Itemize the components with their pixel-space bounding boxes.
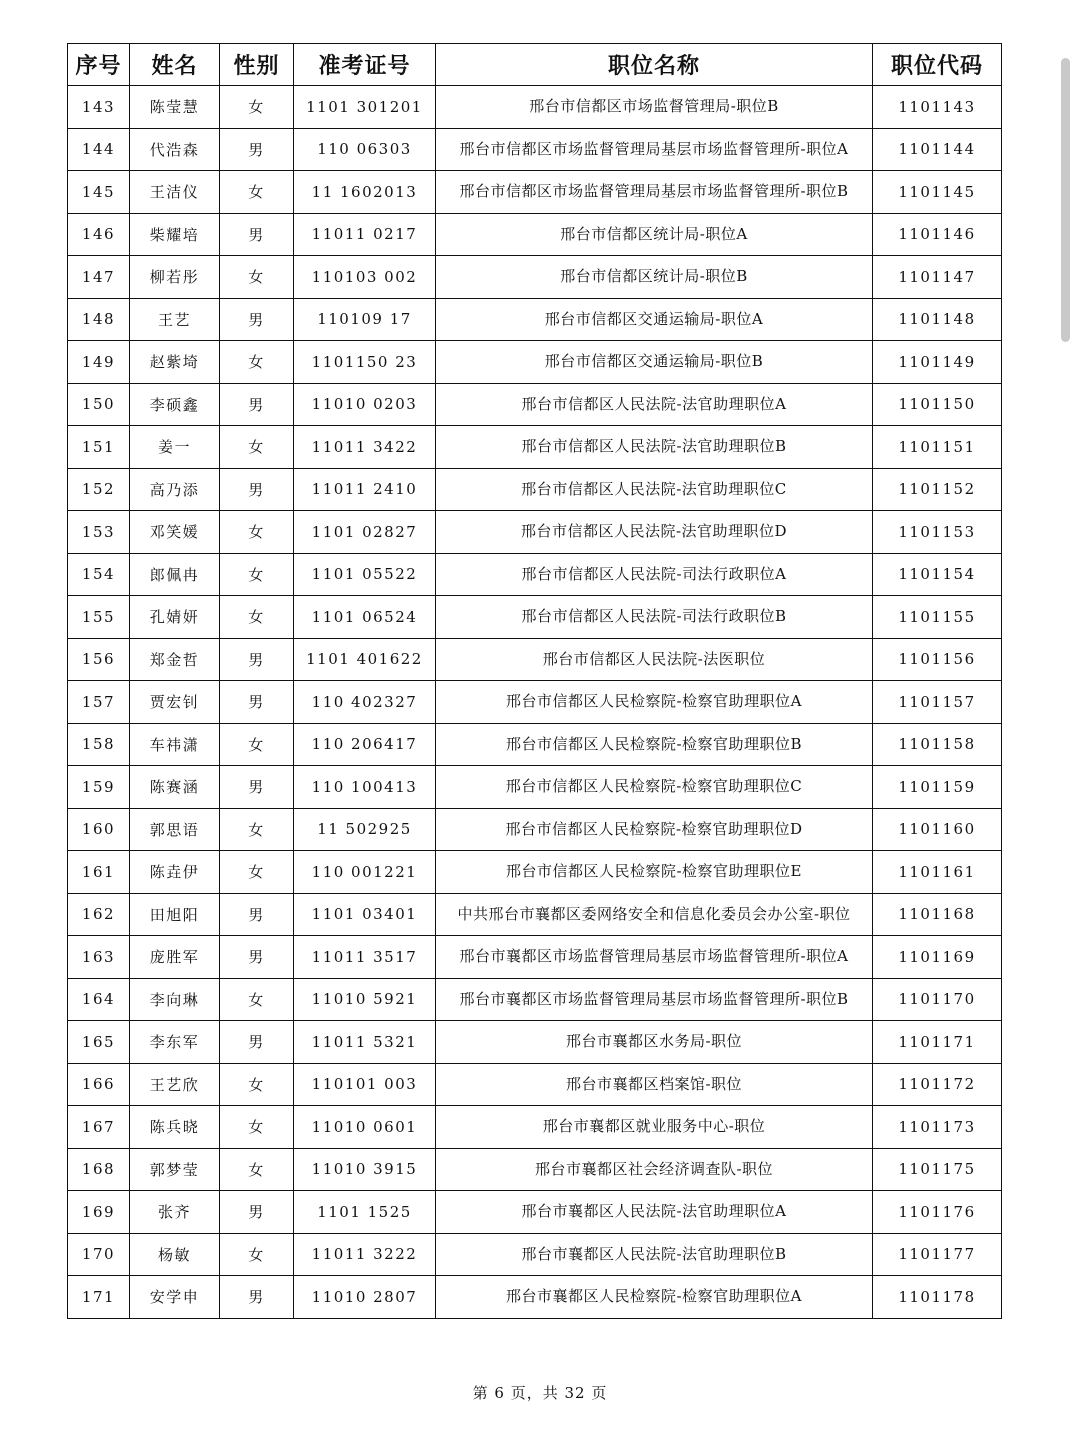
- table-row: [68, 86, 1002, 129]
- cell-ticket-number: 1101 1525: [294, 1191, 436, 1234]
- header-ticket-number: 准考证号: [294, 44, 436, 86]
- cell-gender: 女: [220, 978, 294, 1021]
- cell-index: 171: [68, 1276, 130, 1319]
- table-row: [68, 851, 1002, 894]
- cell-name: 代浩森: [130, 128, 220, 171]
- cell-position-name: 邢台市襄都区水务局-职位: [436, 1021, 873, 1064]
- cell-ticket-number: 11011 0217: [294, 213, 436, 256]
- cell-name: 姜一: [130, 426, 220, 469]
- cell-position-code: 1101175: [873, 1148, 1002, 1191]
- cell-ticket-number: 1101 03401: [294, 893, 436, 936]
- cell-name: 李硕鑫: [130, 383, 220, 426]
- cell-position-code: 1101150: [873, 383, 1002, 426]
- cell-ticket-number: 110101 003: [294, 1063, 436, 1106]
- cell-position-code: 1101154: [873, 553, 1002, 596]
- cell-position-code: 1101145: [873, 171, 1002, 214]
- cell-gender: 女: [220, 426, 294, 469]
- cell-ticket-number: 110103 002: [294, 256, 436, 299]
- cell-gender: 女: [220, 511, 294, 554]
- cell-index: 166: [68, 1063, 130, 1106]
- cell-index: 144: [68, 128, 130, 171]
- cell-name: 田旭阳: [130, 893, 220, 936]
- table-row: [68, 1276, 1002, 1319]
- cell-name: 郭思语: [130, 808, 220, 851]
- cell-gender: 女: [220, 553, 294, 596]
- cell-gender: 女: [220, 596, 294, 639]
- cell-gender: 女: [220, 86, 294, 129]
- cell-gender: 男: [220, 383, 294, 426]
- cell-position-code: 1101153: [873, 511, 1002, 554]
- cell-ticket-number: 11011 3422: [294, 426, 436, 469]
- cell-position-name: 邢台市信都区人民法院-法官助理职位D: [436, 511, 873, 554]
- cell-position-name: 邢台市襄都区社会经济调查队-职位: [436, 1148, 873, 1191]
- cell-gender: 女: [220, 1063, 294, 1106]
- cell-ticket-number: 11010 0601: [294, 1106, 436, 1149]
- cell-position-name: 邢台市襄都区人民法院-法官助理职位A: [436, 1191, 873, 1234]
- cell-gender: 男: [220, 936, 294, 979]
- cell-ticket-number: 11 1602013: [294, 171, 436, 214]
- cell-ticket-number: 110109 17: [294, 298, 436, 341]
- cell-ticket-number: 11011 2410: [294, 468, 436, 511]
- cell-position-code: 1101176: [873, 1191, 1002, 1234]
- cell-name: 郎佩冉: [130, 553, 220, 596]
- table-row: [68, 171, 1002, 214]
- cell-position-code: 1101148: [873, 298, 1002, 341]
- table-row: [68, 808, 1002, 851]
- cell-ticket-number: 110 001221: [294, 851, 436, 894]
- cell-gender: 男: [220, 298, 294, 341]
- cell-position-name: 邢台市信都区人民检察院-检察官助理职位E: [436, 851, 873, 894]
- cell-name: 车祎潇: [130, 723, 220, 766]
- cell-position-code: 1101171: [873, 1021, 1002, 1064]
- cell-position-name: 邢台市襄都区档案馆-职位: [436, 1063, 873, 1106]
- table-row: [68, 468, 1002, 511]
- cell-index: 150: [68, 383, 130, 426]
- cell-name: 陈莹慧: [130, 86, 220, 129]
- cell-gender: 男: [220, 128, 294, 171]
- cell-ticket-number: 1101 02827: [294, 511, 436, 554]
- cell-index: 158: [68, 723, 130, 766]
- header-index: 序号: [68, 44, 130, 86]
- cell-gender: 男: [220, 893, 294, 936]
- header-gender: 性别: [220, 44, 294, 86]
- table-row: [68, 1148, 1002, 1191]
- cell-index: 157: [68, 681, 130, 724]
- cell-position-name: 邢台市信都区人民检察院-检察官助理职位B: [436, 723, 873, 766]
- cell-index: 147: [68, 256, 130, 299]
- cell-ticket-number: 1101 06524: [294, 596, 436, 639]
- cell-name: 王洁仪: [130, 171, 220, 214]
- cell-gender: 男: [220, 1021, 294, 1064]
- cell-ticket-number: 11 502925: [294, 808, 436, 851]
- cell-gender: 女: [220, 1233, 294, 1276]
- cell-gender: 男: [220, 213, 294, 256]
- cell-index: 169: [68, 1191, 130, 1234]
- cell-position-name: 邢台市信都区交通运输局-职位B: [436, 341, 873, 384]
- cell-index: 151: [68, 426, 130, 469]
- cell-position-name: 邢台市信都区人民法院-法官助理职位C: [436, 468, 873, 511]
- cell-position-code: 1101161: [873, 851, 1002, 894]
- table-row: [68, 978, 1002, 1021]
- table-row: [68, 298, 1002, 341]
- cell-index: 161: [68, 851, 130, 894]
- cell-position-code: 1101152: [873, 468, 1002, 511]
- cell-gender: 男: [220, 766, 294, 809]
- cell-gender: 男: [220, 1276, 294, 1319]
- table-row: [68, 766, 1002, 809]
- cell-position-name: 邢台市信都区人民法院-法官助理职位A: [436, 383, 873, 426]
- cell-name: 庞胜军: [130, 936, 220, 979]
- cell-name: 李东军: [130, 1021, 220, 1064]
- roster-table: [67, 43, 1002, 1319]
- cell-name: 贾宏钊: [130, 681, 220, 724]
- cell-index: 159: [68, 766, 130, 809]
- cell-position-code: 1101177: [873, 1233, 1002, 1276]
- cell-gender: 女: [220, 851, 294, 894]
- cell-gender: 女: [220, 256, 294, 299]
- cell-ticket-number: 11011 3517: [294, 936, 436, 979]
- cell-name: 柴耀培: [130, 213, 220, 256]
- table-row: [68, 256, 1002, 299]
- table-body: [68, 86, 1002, 1319]
- table-row: [68, 213, 1002, 256]
- cell-position-name: 中共邢台市襄都区委网络安全和信息化委员会办公室-职位: [436, 893, 873, 936]
- cell-ticket-number: 11011 5321: [294, 1021, 436, 1064]
- cell-gender: 女: [220, 1106, 294, 1149]
- table-row: [68, 383, 1002, 426]
- cell-position-name: 邢台市信都区市场监督管理局基层市场监督管理所-职位B: [436, 171, 873, 214]
- roster-sheet: [67, 43, 1001, 1319]
- table-row: [68, 1021, 1002, 1064]
- cell-position-name: 邢台市襄都区人民检察院-检察官助理职位A: [436, 1276, 873, 1319]
- cell-name: 王艺: [130, 298, 220, 341]
- table-row: [68, 511, 1002, 554]
- cell-position-code: 1101144: [873, 128, 1002, 171]
- cell-index: 156: [68, 638, 130, 681]
- cell-position-code: 1101147: [873, 256, 1002, 299]
- cell-name: 赵紫埼: [130, 341, 220, 384]
- cell-position-code: 1101143: [873, 86, 1002, 129]
- cell-name: 陈垚伊: [130, 851, 220, 894]
- cell-gender: 女: [220, 808, 294, 851]
- cell-name: 郭梦莹: [130, 1148, 220, 1191]
- cell-position-code: 1101155: [873, 596, 1002, 639]
- cell-index: 154: [68, 553, 130, 596]
- header-position-name: 职位名称: [436, 44, 873, 86]
- cell-index: 146: [68, 213, 130, 256]
- cell-name: 王艺欣: [130, 1063, 220, 1106]
- cell-position-name: 邢台市信都区统计局-职位A: [436, 213, 873, 256]
- cell-name: 杨敏: [130, 1233, 220, 1276]
- cell-index: 170: [68, 1233, 130, 1276]
- cell-position-name: 邢台市信都区人民法院-法官助理职位B: [436, 426, 873, 469]
- cell-position-name: 邢台市信都区人民检察院-检察官助理职位C: [436, 766, 873, 809]
- cell-position-code: 1101146: [873, 213, 1002, 256]
- cell-ticket-number: 1101 401622: [294, 638, 436, 681]
- table-row: [68, 1063, 1002, 1106]
- cell-position-code: 1101173: [873, 1106, 1002, 1149]
- table-row: [68, 128, 1002, 171]
- cell-name: 郑金哲: [130, 638, 220, 681]
- cell-index: 160: [68, 808, 130, 851]
- cell-position-name: 邢台市襄都区就业服务中心-职位: [436, 1106, 873, 1149]
- cell-ticket-number: 110 402327: [294, 681, 436, 724]
- cell-ticket-number: 110 206417: [294, 723, 436, 766]
- cell-position-name: 邢台市信都区市场监督管理局-职位B: [436, 86, 873, 129]
- cell-name: 邓笑媛: [130, 511, 220, 554]
- table-row: [68, 596, 1002, 639]
- table-row: [68, 553, 1002, 596]
- cell-gender: 男: [220, 1191, 294, 1234]
- cell-gender: 男: [220, 468, 294, 511]
- page-footer: 第 6 页，共 32 页: [472, 1384, 608, 1402]
- cell-position-code: 1101160: [873, 808, 1002, 851]
- cell-ticket-number: 11011 3222: [294, 1233, 436, 1276]
- cell-name: 高乃添: [130, 468, 220, 511]
- cell-position-name: 邢台市襄都区市场监督管理局基层市场监督管理所-职位A: [436, 936, 873, 979]
- cell-name: 陈兵晓: [130, 1106, 220, 1149]
- table-row: [68, 893, 1002, 936]
- cell-position-code: 1101156: [873, 638, 1002, 681]
- cell-index: 165: [68, 1021, 130, 1064]
- cell-index: 162: [68, 893, 130, 936]
- cell-ticket-number: 11010 2807: [294, 1276, 436, 1319]
- cell-name: 孔婧妍: [130, 596, 220, 639]
- cell-gender: 女: [220, 341, 294, 384]
- header-position-code: 职位代码: [873, 44, 1002, 86]
- cell-index: 143: [68, 86, 130, 129]
- cell-gender: 女: [220, 723, 294, 766]
- cell-position-name: 邢台市襄都区人民法院-法官助理职位B: [436, 1233, 873, 1276]
- cell-index: 145: [68, 171, 130, 214]
- cell-ticket-number: 11010 5921: [294, 978, 436, 1021]
- cell-position-code: 1101159: [873, 766, 1002, 809]
- cell-position-name: 邢台市襄都区市场监督管理局基层市场监督管理所-职位B: [436, 978, 873, 1021]
- cell-position-code: 1101172: [873, 1063, 1002, 1106]
- cell-index: 152: [68, 468, 130, 511]
- cell-index: 167: [68, 1106, 130, 1149]
- cell-position-code: 1101168: [873, 893, 1002, 936]
- cell-gender: 男: [220, 681, 294, 724]
- cell-index: 163: [68, 936, 130, 979]
- cell-ticket-number: 1101 301201: [294, 86, 436, 129]
- cell-position-name: 邢台市信都区人民检察院-检察官助理职位D: [436, 808, 873, 851]
- cell-ticket-number: 1101 05522: [294, 553, 436, 596]
- table-row: [68, 1233, 1002, 1276]
- scrollbar[interactable]: [1061, 58, 1070, 342]
- cell-name: 安学申: [130, 1276, 220, 1319]
- table-row: [68, 936, 1002, 979]
- table-row: [68, 723, 1002, 766]
- cell-ticket-number: 110 06303: [294, 128, 436, 171]
- cell-index: 148: [68, 298, 130, 341]
- cell-position-name: 邢台市信都区交通运输局-职位A: [436, 298, 873, 341]
- cell-position-code: 1101169: [873, 936, 1002, 979]
- cell-position-code: 1101170: [873, 978, 1002, 1021]
- cell-gender: 女: [220, 171, 294, 214]
- table-row: [68, 681, 1002, 724]
- cell-position-name: 邢台市信都区人民法院-司法行政职位B: [436, 596, 873, 639]
- table-row: [68, 638, 1002, 681]
- cell-ticket-number: 11010 3915: [294, 1148, 436, 1191]
- cell-gender: 男: [220, 638, 294, 681]
- cell-ticket-number: 1101150 23: [294, 341, 436, 384]
- cell-position-code: 1101151: [873, 426, 1002, 469]
- table-row: [68, 1106, 1002, 1149]
- header-row: [68, 44, 1002, 86]
- cell-name: 李向琳: [130, 978, 220, 1021]
- cell-index: 149: [68, 341, 130, 384]
- cell-name: 柳若彤: [130, 256, 220, 299]
- cell-name: 陈赛涵: [130, 766, 220, 809]
- cell-position-code: 1101178: [873, 1276, 1002, 1319]
- cell-index: 153: [68, 511, 130, 554]
- table-row: [68, 341, 1002, 384]
- cell-index: 164: [68, 978, 130, 1021]
- cell-index: 168: [68, 1148, 130, 1191]
- cell-ticket-number: 110 100413: [294, 766, 436, 809]
- cell-position-code: 1101157: [873, 681, 1002, 724]
- cell-gender: 女: [220, 1148, 294, 1191]
- cell-position-name: 邢台市信都区统计局-职位B: [436, 256, 873, 299]
- cell-name: 张齐: [130, 1191, 220, 1234]
- cell-position-name: 邢台市信都区市场监督管理局基层市场监督管理所-职位A: [436, 128, 873, 171]
- cell-position-name: 邢台市信都区人民法院-司法行政职位A: [436, 553, 873, 596]
- cell-position-code: 1101158: [873, 723, 1002, 766]
- cell-position-name: 邢台市信都区人民检察院-检察官助理职位A: [436, 681, 873, 724]
- header-name: 姓名: [130, 44, 220, 86]
- cell-position-code: 1101149: [873, 341, 1002, 384]
- table-row: [68, 426, 1002, 469]
- table-row: [68, 1191, 1002, 1234]
- cell-position-name: 邢台市信都区人民法院-法医职位: [436, 638, 873, 681]
- cell-ticket-number: 11010 0203: [294, 383, 436, 426]
- cell-index: 155: [68, 596, 130, 639]
